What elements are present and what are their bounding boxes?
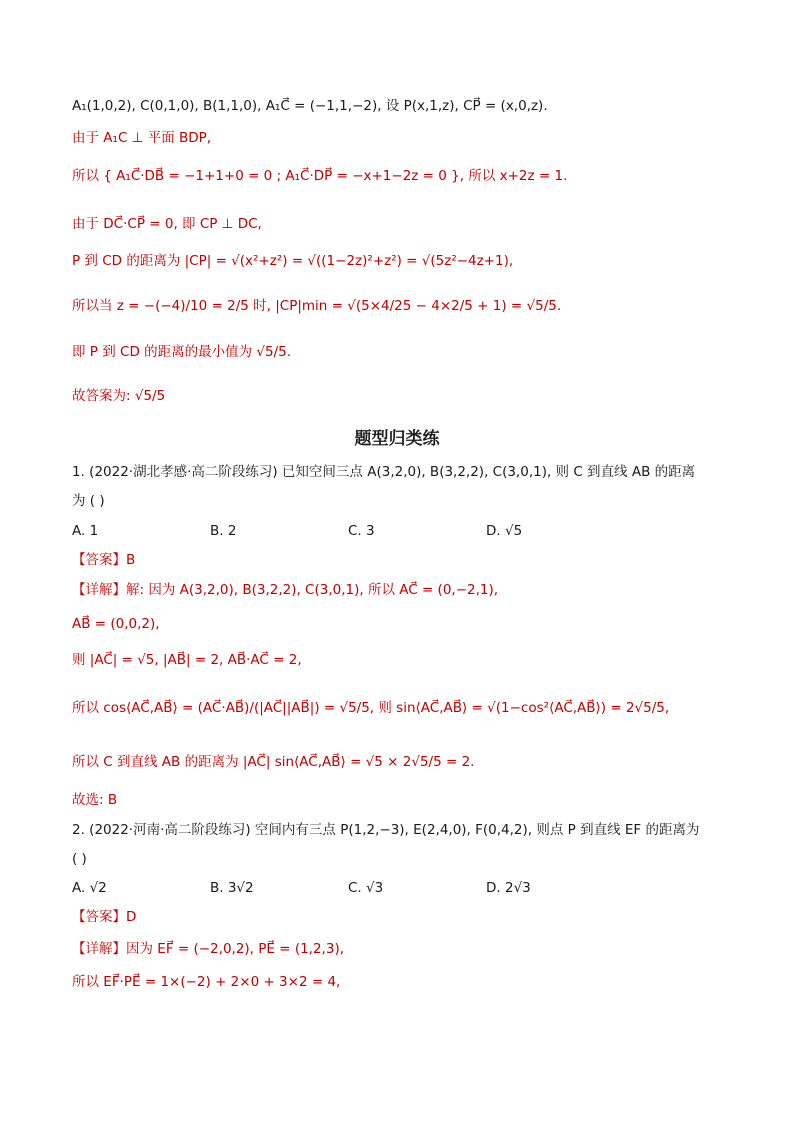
q1-option-d: D. √5 [486,523,523,539]
q1-detail-line3: 则 |AC⃗| = √5, |AB⃗| = 2, AB⃗·AC⃗ = 2, [72,652,302,668]
solution-coords-line: A₁(1,0,2), C(0,1,0), B(1,1,0), A₁C⃗ = (−1,1,−2), 设 P(x,1,z), CP⃗ = (x,0,z). [72,98,548,114]
solution-system-line: 所以 { A₁C⃗·DB⃗ = −1+1+0 = 0 ; A₁C⃗·DP⃗ = −x+1−2z = 0 }, 所以 x+2z = 1. [72,168,568,184]
q1-detail-line5: 所以 C 到直线 AB 的距离为 |AC⃗| sin⟨AC⃗,AB⃗⟩ = √5 × 2√5/5 = 2. [72,754,475,770]
solution-distance-line: P 到 CD 的距离为 |CP| = √(x²+z²) = √((1−2z)²+z²) = √(5z²−4z+1), [72,253,514,269]
solution-perp-line: 由于 A₁C ⊥ 平面 BDP, [72,130,212,146]
q1-answer: 【答案】B [72,552,136,568]
q1-option-c: C. 3 [348,523,375,539]
section-title: 题型归类练 [354,429,440,449]
q1-option-b: B. 2 [210,523,237,539]
q2-detail-line1: 【详解】因为 EF⃗ = (−2,0,2), PE⃗ = (1,2,3), [72,941,344,957]
q2-stem-line1: 2. (2022·河南·高二阶段练习) 空间内有三点 P(1,2,−3), E(2,4,0), F(0,4,2), 则点 P 到直线 EF 的距离为 [72,822,700,838]
q2-option-b: B. 3√2 [210,880,254,896]
q1-choice: 故选: B [72,792,118,808]
q1-detail-line2: AB⃗ = (0,0,2), [72,616,160,632]
q1-detail-line4: 所以 cos⟨AC⃗,AB⃗⟩ = (AC⃗·AB⃗)/(|AC⃗||AB⃗|) = √5/5, 则 sin⟨AC⃗,AB⃗⟩ = √(1−cos²⟨AC⃗,AB⃗⟩) = 2√5/5, [72,700,670,716]
solution-answer-line: 故答案为: √5/5 [72,388,166,404]
solution-minimum-line: 所以当 z = −(−4)/10 = 2/5 时, |CP|min = √(5×4/25 − 4×2/5 + 1) = √5/5. [72,298,562,314]
q2-option-d: D. 2√3 [486,880,531,896]
q2-answer: 【答案】D [72,909,137,925]
q1-option-a: A. 1 [72,523,99,539]
q1-stem-line1: 1. (2022·湖北孝感·高二阶段练习) 已知空间三点 A(3,2,0), B(3,2,2), C(3,0,1), 则 C 到直线 AB 的距离 [72,464,696,480]
q1-detail-line1: 【详解】解: 因为 A(3,2,0), B(3,2,2), C(3,0,1), 所以 AC⃗ = (0,−2,1), [72,582,499,598]
q2-option-a: A. √2 [72,880,107,896]
q2-option-c: C. √3 [348,880,384,896]
solution-conclusion-line: 即 P 到 CD 的距离的最小值为 √5/5. [72,344,292,360]
q1-stem-line2: 为 ( ) [72,493,105,509]
q2-stem-line2: ( ) [72,851,87,867]
q2-detail-line2: 所以 EF⃗·PE⃗ = 1×(−2) + 2×0 + 3×2 = 4, [72,974,341,990]
solution-dot-line: 由于 DC⃗·CP⃗ = 0, 即 CP ⊥ DC, [72,216,262,232]
